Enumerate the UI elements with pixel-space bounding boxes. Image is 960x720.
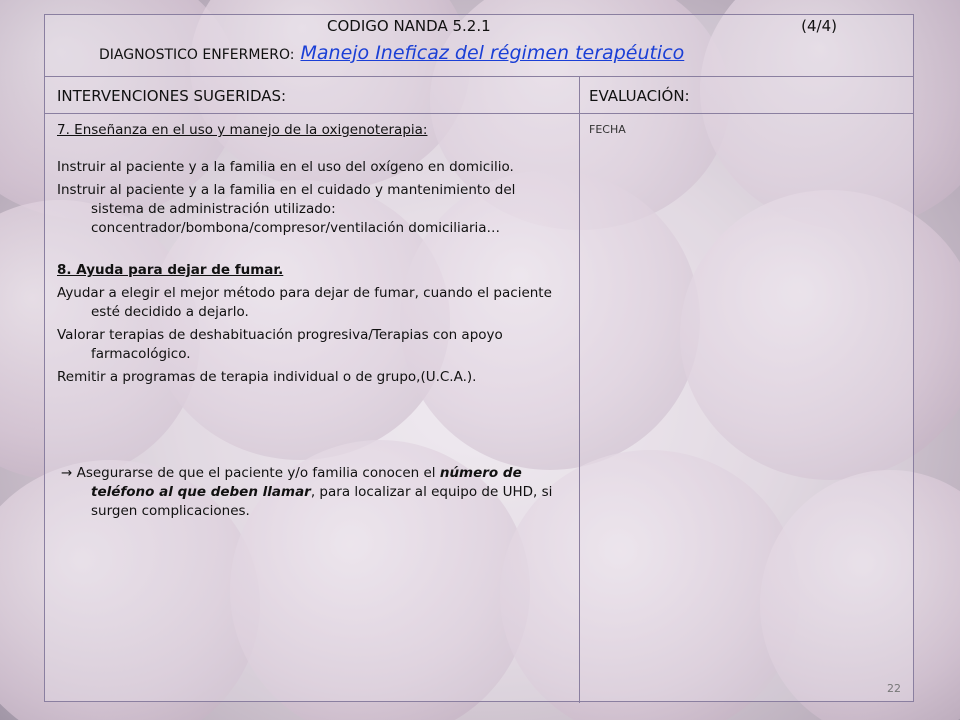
title-row xyxy=(45,15,913,77)
column-divider xyxy=(579,77,580,703)
list-item: Valorar terapias de deshabituación progresiva/Terapias con apoyo farmacológico. xyxy=(57,327,503,362)
interventions-body xyxy=(57,121,572,521)
table-frame xyxy=(44,14,914,702)
codigo-nanda: CODIGO NANDA 5.2.1 xyxy=(327,17,491,35)
heading-row xyxy=(45,77,913,114)
section-title-oxigenoterapia: 7. Enseñanza en el uso y manejo de la oxigenoterapia: xyxy=(57,122,428,138)
page-number: 22 xyxy=(887,682,901,695)
section-title-fumar: 8. Ayuda para dejar de fumar. xyxy=(57,262,284,278)
diagnostico-link[interactable]: Manejo Ineficaz del régimen terapéutico xyxy=(300,42,685,64)
final-note: → Asegurarse de que el paciente y/o familia conocen el número de teléfono al que deben llamar, para localizar al equipo de UHD, si surgen complicaciones. xyxy=(61,465,553,519)
evaluation-heading: EVALUACIÓN: xyxy=(589,87,690,105)
list-item: Remitir a programas de terapia individual o de grupo,(U.C.A.). xyxy=(57,369,477,385)
list-item: Ayudar a elegir el mejor método para dejar de fumar, cuando el paciente esté decidido a dejarlo. xyxy=(57,285,552,320)
fecha-label: FECHA xyxy=(589,123,626,136)
list-item: Instruir al paciente y a la familia en el cuidado y mantenimiento del sistema de administración utilizado: concentrador/bombona/compresor/ventilación domiciliaria… xyxy=(57,182,516,236)
list-item: Instruir al paciente y a la familia en el uso del oxígeno en domicilio. xyxy=(57,159,514,175)
arrow-right-icon: → xyxy=(61,465,73,481)
page-part: (4/4) xyxy=(801,17,837,35)
phone-emphasis: número de teléfono al que deben llamar xyxy=(91,465,522,500)
interventions-heading: INTERVENCIONES SUGERIDAS: xyxy=(57,87,287,105)
diagnostico xyxy=(99,42,684,64)
diagnostico-label: DIAGNOSTICO ENFERMERO: xyxy=(99,47,295,63)
